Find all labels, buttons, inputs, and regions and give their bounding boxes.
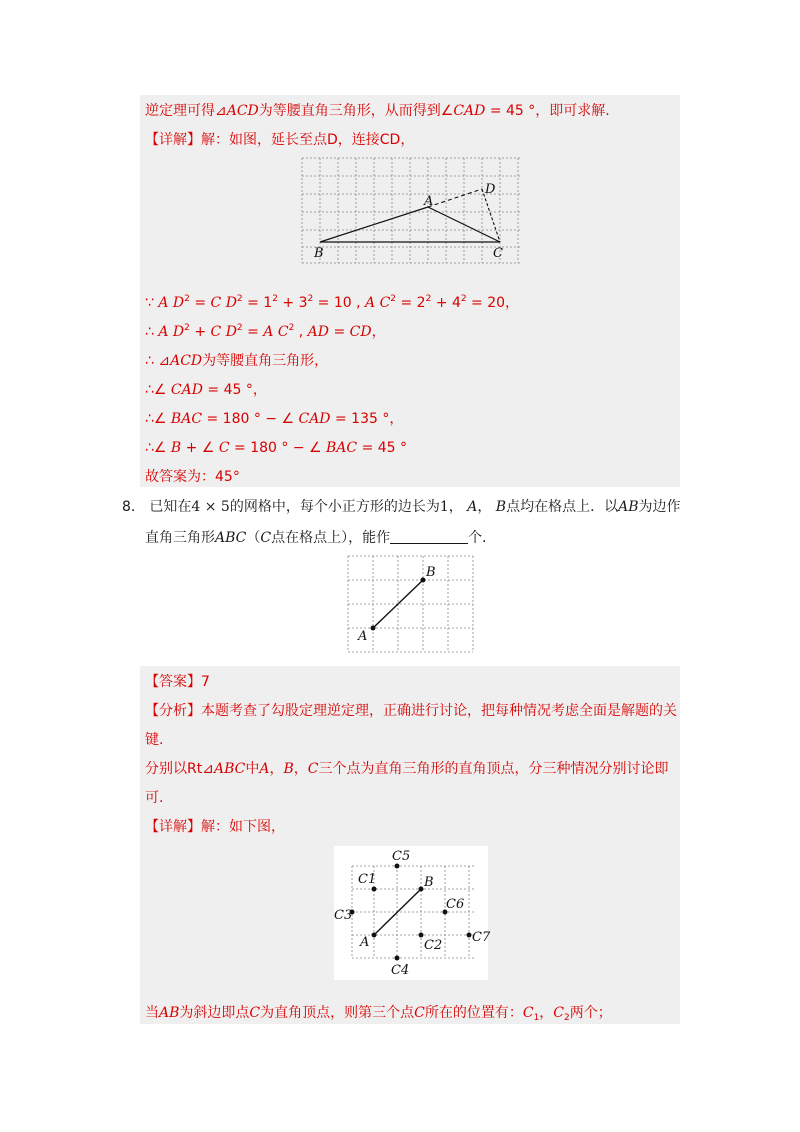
point-B xyxy=(421,578,426,583)
figure-question-grid xyxy=(345,553,477,655)
label-C2: C2 xyxy=(424,938,443,953)
question-8-line2: 直角三角形ABC（C点在格点上），能作 个． xyxy=(145,530,497,546)
detail-text: 解：如图，延长至点D，连接CD， xyxy=(201,132,415,148)
label-C6: C6 xyxy=(446,897,465,912)
step-4: ∴∠ CAD = 45 °， xyxy=(145,382,267,398)
point-A xyxy=(371,626,376,631)
point-C1 xyxy=(372,887,377,892)
point-C4 xyxy=(395,956,400,961)
answer-line: 故答案为：45° xyxy=(145,469,240,485)
segment-AD xyxy=(428,189,482,207)
answer-value: 7 xyxy=(201,674,210,690)
analysis-line1: 【分析】本题考查了勾股定理逆定理，正确进行讨论，把每种情况考虑全面是解题的关 xyxy=(145,703,677,719)
label-C1: C1 xyxy=(358,872,377,887)
label-C7: C7 xyxy=(472,930,491,945)
label-C4: C4 xyxy=(391,963,410,978)
segment-AC xyxy=(428,207,500,242)
point-C7 xyxy=(467,933,472,938)
detail-line xyxy=(145,130,414,150)
label-D: D xyxy=(485,182,496,197)
figure-triangle-grid xyxy=(300,155,522,267)
step-1: ∵ A $D^2 = C$ $D^2 = 1^2 + 3^2 = 10$ , A $C^2 = 2^2 + 4^2 = 20$， xyxy=(145,294,520,311)
detail-tag: 【详解】 xyxy=(145,132,201,148)
step-6: ∴∠ B + ∠ C = 180 ° − ∠ BAC = 45 ° xyxy=(145,440,408,456)
question-number: 8． xyxy=(122,499,145,515)
intro-line: 逆定理可得⊿ACD为等腰直角三角形，从而得到∠CAD = 45 °，即可求解. xyxy=(145,103,610,119)
label-B: B xyxy=(424,875,434,890)
label-C5: C5 xyxy=(392,849,411,864)
point-C5 xyxy=(395,864,400,869)
label-C: C xyxy=(493,246,503,261)
figure-solution-grid xyxy=(334,846,491,980)
step-3: ∴ ⊿ACD为等腰直角三角形， xyxy=(145,353,329,369)
point-A xyxy=(372,933,377,938)
label-A: A xyxy=(358,629,368,644)
label-C3: C3 xyxy=(334,908,353,923)
answer-tag-line: 【答案】7 xyxy=(145,674,210,690)
question-8-line1: 8． 已知在4 × 5的网格中，每个小正方形的边长为1， A， B点均在格点上．以AB为边作 xyxy=(122,499,681,515)
point-C2 xyxy=(419,933,424,938)
detail8-line: 【详解】解：如下图， xyxy=(145,819,285,835)
analysis-line4: 可. xyxy=(145,790,164,806)
analysis-line2: 键. xyxy=(145,732,164,748)
step-2: ∴ A $D^2 + C$ $D^2 = A$ $C^2$ , AD = CD， xyxy=(145,323,386,340)
label-B: B xyxy=(314,246,324,261)
label-B: B xyxy=(426,565,436,580)
point-B xyxy=(419,887,424,892)
step-5: ∴∠ BAC = 180 ° − ∠ CAD = 135 °， xyxy=(145,411,404,427)
label-A: A xyxy=(424,194,434,209)
answer-blank[interactable] xyxy=(390,529,468,544)
final-line: 当AB为斜边即点C为直角顶点，则第三个点C所在的位置有：$C_1$，$C_2$两个； xyxy=(145,1005,612,1023)
grid-lines xyxy=(302,158,520,263)
label-A: A xyxy=(360,935,370,950)
analysis-line3: 分别以Rt⊿ABC中A，B，C三个点为直角三角形的直角顶点，分三种情况分别讨论即 xyxy=(145,761,669,777)
